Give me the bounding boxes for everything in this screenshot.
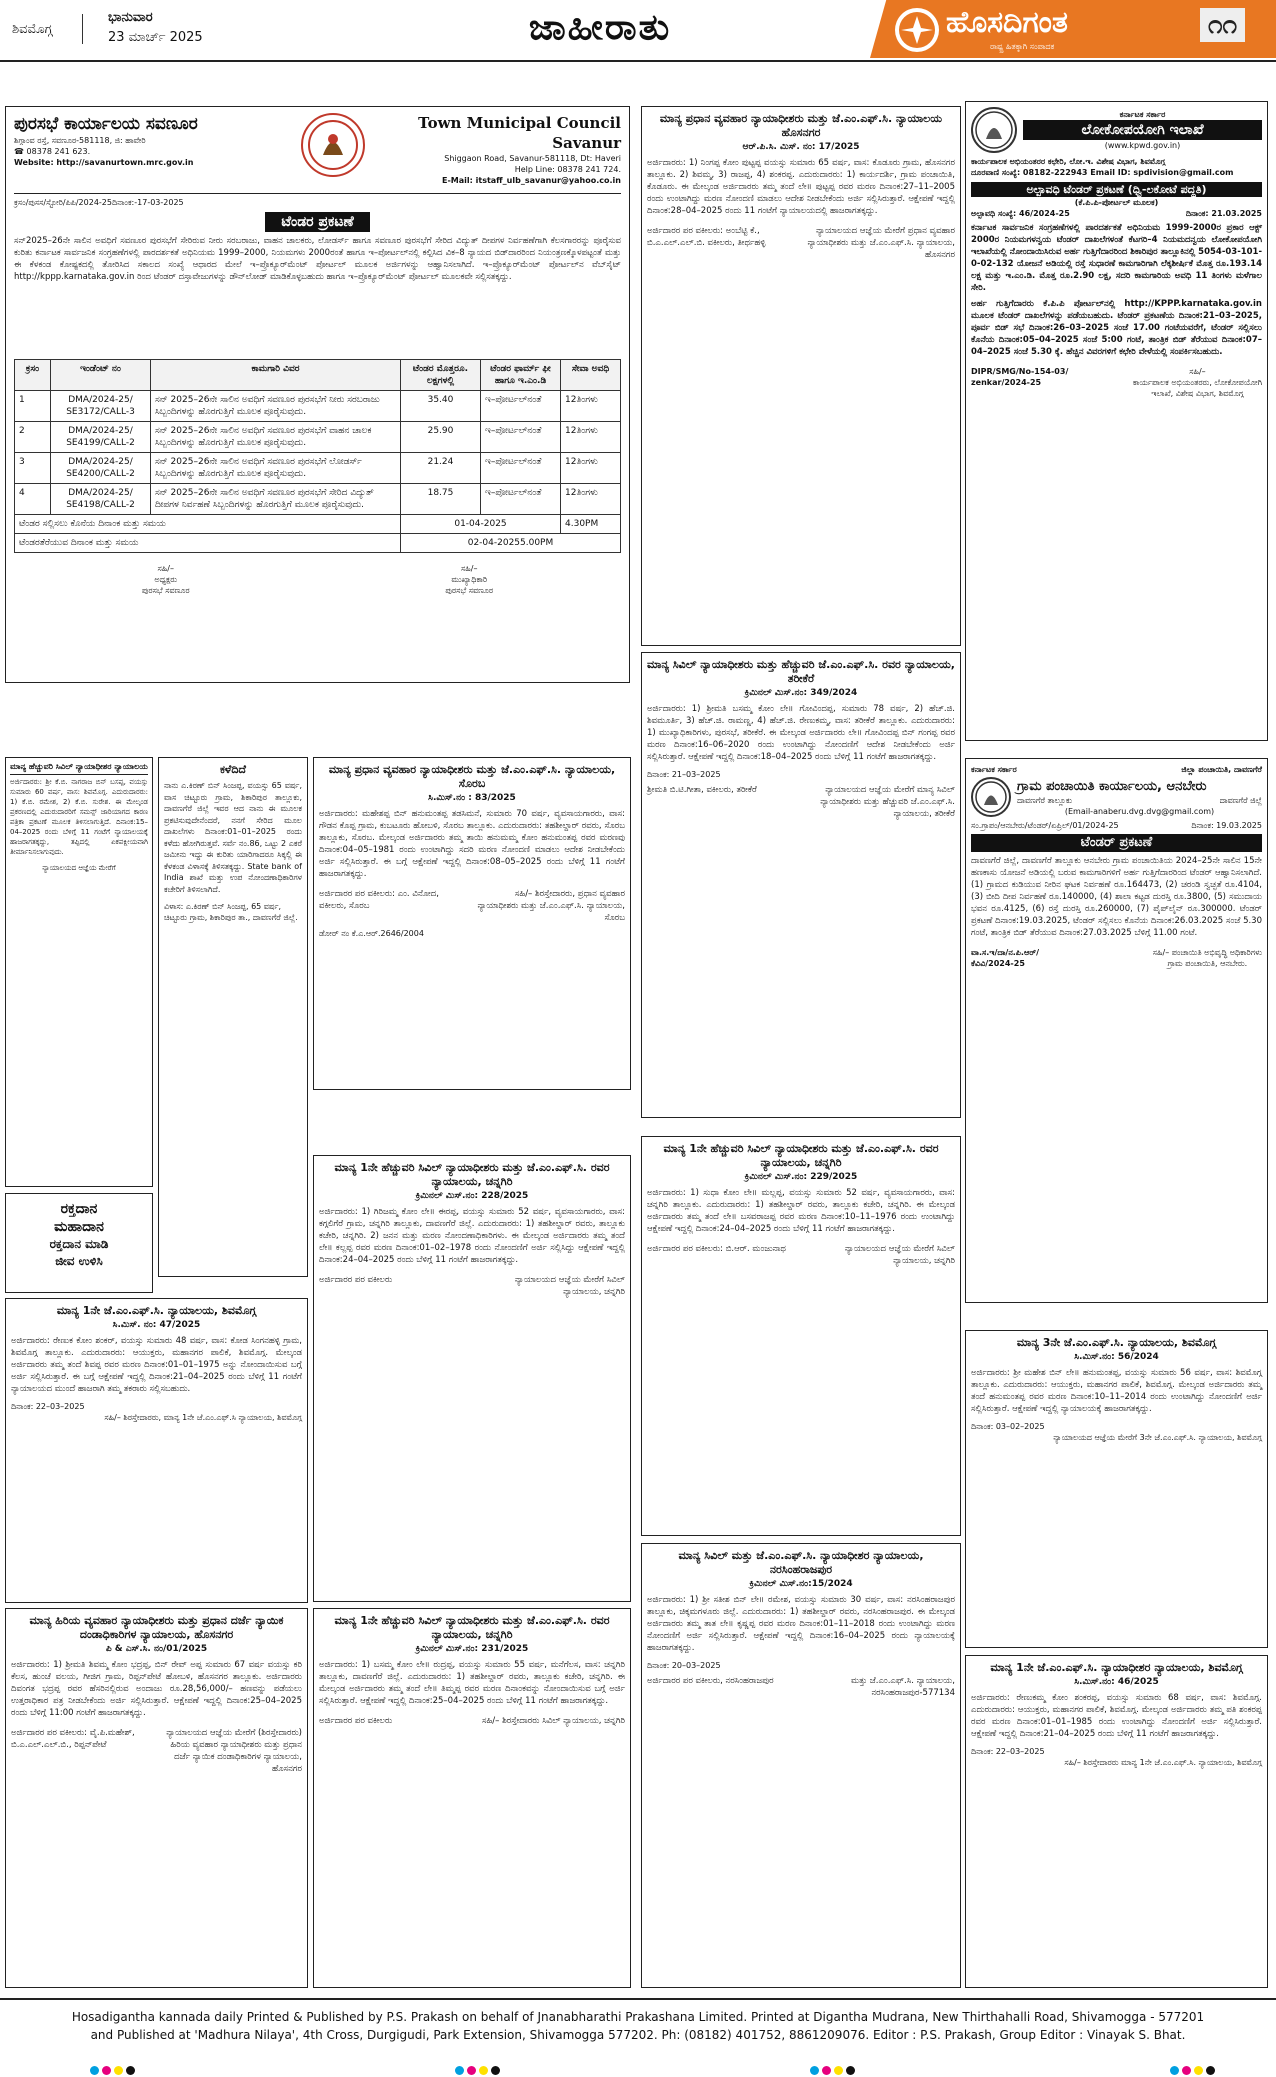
table-row <box>15 484 621 515</box>
blood-line-4: ಜೀವ ಉಳಿಸಿ <box>55 1254 103 1268</box>
court-notice-hosanagara <box>641 106 961 646</box>
small-court-notice <box>5 757 153 1187</box>
notice-title: ಮಾನ್ಯ ಸಿವಿಲ್ ನ್ಯಾಯಾಧೀಶರು ಮತ್ತು ಹೆಚ್ಚುವರಿ ಜೆ.ಎಂ.ಎಫ್.ಸಿ. ರವರ ನ್ಯಾಯಾಲಯ, ತರೀಕೆರೆ <box>647 658 955 685</box>
notice-body: ಅರ್ಜಿದಾರರು: 1) ಶ್ರೀಮತಿ ಬಸಮ್ಮ ಕೋಂ ಲೇ॥ ಗೋವಿಂದಪ್ಪ, ಸುಮಾರು 78 ವರ್ಷ, 2) ಹೆಚ್.ಜಿ. ಶಿವಮೂರ್ತಿ, 3) ಹೆಚ್.ಜಿ. ರಾಮಣ್ಣ, 4) ಹೆಚ್.ಜಿ. ರೇಣುಕಮ್ಮ, ವಾಸ: ತರೀಕೆರೆ ತಾಲ್ಲೂಕು. ಎದುರುದಾರರು: 1) ಮುಖ್ಯಾಧಿಕಾರಿಗಳು, ಪುರಸಭೆ, ತರೀಕೆರೆ. ಈ ಮೇಲ್ಕಂಡ ಅರ್ಜಿದಾರರು ಲೇ॥ ಗೋವಿಂದಪ್ಪ ಬಿನ್ ಗಂಗಪ್ಪ ರವರ ಮರಣ ದಿನಾಂಕ:16–06–2020 ರಂದು ಉಂಟಾಗಿದ್ದು ನೋಂದಣಿಗೆ ಆದೇಶ ನೀಡಬೇಕೆಂದು ಅರ್ಜಿ ಸಲ್ಲಿಸಿರುತ್ತಾರೆ. ಆಕ್ಷೇಪಣೆ ಇದ್ದಲ್ಲಿ ದಿನಾಂಕ:18–04–2025 ರಂದು ಬೆಳಿಗ್ಗೆ 11 ಗಂಟೆಗೆ ಹಾಜರಾಗತಕ್ಕದ್ದು. <box>647 704 955 762</box>
registration-marks-center <box>455 2060 503 2077</box>
notice-title: ಮಾನ್ಯ 1ನೇ ಜೆ.ಎಂ.ಎಫ್.ಸಿ. ನ್ಯಾಯಾಧೀಶರ ನ್ಯಾಯಾಲಯ, ಶಿವಮೊಗ್ಗ <box>990 1661 1243 1674</box>
paper-tagline: ರಾಷ್ಟ್ರ ಹಿತಕ್ಕಾಗಿ ಸಂಪಾದಕ <box>990 42 1055 51</box>
col-header: ಇಂಡೆಂಟ್ ನಂ <box>51 360 151 391</box>
table-row <box>15 453 621 484</box>
notice-date: ದಿನಾಂಕ: 20–03–2025 <box>647 1661 721 1670</box>
col-header: ಕಾಮಗಾರಿ ವಿವರ <box>151 360 401 391</box>
row-fee: ಇ–ಪೋರ್ಟಲ್‌ನಂತೆ <box>481 391 561 422</box>
col-header: ಕ್ರಸಂ <box>15 360 51 391</box>
registration-marks-far-right <box>1170 2060 1218 2077</box>
notice-title: ಮಾನ್ಯ ಹೆಚ್ಚುವರಿ ಸಿವಿಲ್ ನ್ಯಾಯಾಧೀಶರ ನ್ಯಾಯಾಲಯ <box>10 762 148 771</box>
court-sign: ನ್ಯಾಯಾಲಯದ ಆಜ್ಞೆಯ ಮೇರೆಗೆ (ಶಿರಸ್ತೇದಾರರು) ಹಿರಿಯ ವ್ಯವಹಾರ ನ್ಯಾಯಾಧೀಶರು ಮತ್ತು ಪ್ರಧಾನ ದರ್ಜೆ ನ್ಯಾಯಿಕ ದಂಡಾಧಿಕಾರಿಗಳ ನ್ಯಾಯಾಲಯ, ಹೊಸನಗರ <box>166 1728 302 1774</box>
section-title: ಜಾಹೀರಾತು <box>528 7 672 48</box>
registration-marks-right <box>810 2060 858 2077</box>
paper-name: ಹೊಸದಿಗಂತ <box>946 5 1068 40</box>
office-name: ಗ್ರಾಮ ಪಂಚಾಯಿತಿ ಕಾರ್ಯಾಲಯ, ಆನಬೇರು <box>1017 778 1207 794</box>
notice-ref: ಕ್ರಸಂ/ಪುಸಸ/ಸ್ಟೋರಿ/ಪಿಪಿ/2024-25ದಿನಾಂಕ:-17-03-2025 <box>14 198 184 207</box>
court-sign: ನ್ಯಾಯಾಲಯದ ಆಜ್ಞೆಯ ಮೇರೆಗೆ ಪ್ರಧಾನ ವ್ಯವಹಾರ ನ್ಯಾಯಾಧೀಶರು ಮತ್ತು ಜೆ.ಎಂ.ಎಫ್.ಸಿ. ನ್ಯಾಯಾಲಯ, ಹೊಸನಗರ <box>807 226 955 260</box>
row-no: 4 <box>15 484 51 515</box>
court-notice-shivamogga-r1 <box>965 1330 1268 1648</box>
case-number: ಕ್ರಿಮಿನಲ್ ಮಿಸ್.ನಂ: 231/2025 <box>415 1644 529 1654</box>
case-number: ಸಿ.ಮಿಸ್.ನಂ : 83/2025 <box>428 793 516 803</box>
notice-ref: ಅಲ್ಪಾವಧಿ ಸಂಖ್ಯೆ: 46/2024-25 <box>971 209 1070 218</box>
case-number: ಸಿ.ಮಿಸ್. ನಂ: 47/2025 <box>112 1320 201 1330</box>
notice-title: ಮಾನ್ಯ 1ನೇ ಹೆಚ್ಚುವರಿ ಸಿವಿಲ್ ನ್ಯಾಯಾಧೀಶರು ಮತ್ತು ಜೆ.ಎಂ.ಎಫ್.ಸಿ. ರವರ ನ್ಯಾಯಾಲಯ, ಚನ್ನಗಿರಿ <box>334 1161 610 1188</box>
govt-emblem-icon <box>971 107 1017 153</box>
notice-body: ದಾವಣಗೆರೆ ಜಿಲ್ಲೆ, ದಾವಣಗೆರೆ ತಾಲ್ಲೂಕು ಆನಬೇರು ಗ್ರಾಮ ಪಂಚಾಯಿತಿಯ 2024–25ನೇ ಸಾಲಿನ 15ನೇ ಹಣಕಾಸು ಯೋಜನೆ ಅಡಿಯಲ್ಲಿ ಬರುವ ಕಾಮಗಾರಿಗಳಿಗೆ ಅರ್ಹ ಗುತ್ತಿಗೆದಾರರಿಂದ ಟೆಂಡರ್ ಆಹ್ವಾನಿಸಲಾಗಿದೆ. (1) ಗ್ರಾಮದ ಕುಡಿಯುವ ನೀರಿನ ಘಟಕ ನಿರ್ವಹಣೆ ರೂ.164473, (2) ಚರಂಡಿ ಸ್ವಚ್ಛತೆ ರೂ.4104, (3) ಬೀದಿ ದೀಪ ನಿರ್ವಹಣೆ ರೂ.140000, (4) ಶಾಲಾ ಕಟ್ಟಡ ದುರಸ್ತಿ ರೂ.3800, (5) ಸಮುದಾಯ ಭವನ ರೂ.4125, (6) ರಸ್ತೆ ದುರಸ್ತಿ ರೂ.260000, (7) ಪೈಪ್‌ಲೈನ್ ರೂ.300000. ಟೆಂಡರ್ ಪ್ರಕಟಣೆ ದಿನಾಂಕ:19.03.2025, ಟೆಂಡರ್ ಸಲ್ಲಿಸಲು ಕೊನೆಯ ದಿನಾಂಕ:26.03.2025 ಸಂಜೆ 5.30 ಗಂಟೆ, ತಾಂತ್ರಿಕ ಬಿಡ್ ತೆರೆಯುವ ದಿನಾಂಕ:27.03.2025 ಬೆಳಿಗ್ಗೆ 11.00 ಗಂಟೆ. <box>971 856 1262 938</box>
office-email[interactable]: E-Mail: itstaff_ulb_savanur@yahoo.co.in <box>442 176 621 185</box>
court-notice-channagiri-1 <box>313 1155 631 1602</box>
district-name: ದಾವಣಗೆರೆ ಜಿಲ್ಲೆ <box>1219 795 1262 805</box>
notice-sign: ಸಹಿ/– ಶಿರಸ್ತೇದಾರರು ಮಾನ್ಯ 1ನೇ ಜೆ.ಎಂ.ಎಫ್.ಸಿ. ನ್ಯಾಯಾಲಯ, ಶಿವಮೊಗ್ಗ <box>1064 1758 1262 1767</box>
case-number: ಕ್ರಿಮಿನಲ್ ಮಿಸ್.ನಂ:15/2024 <box>749 1579 853 1589</box>
row-period: 12ತಿಂಗಳು <box>561 422 621 453</box>
dept-name: ಲೋಕೋಪಯೋಗಿ ಇಲಾಖೆ <box>1023 120 1262 140</box>
office-email[interactable]: (Email-anaberu.dvg.dvg@gmail.com) <box>1064 806 1215 816</box>
notice-body: ಅರ್ಜಿದಾರರು: ರೇಣುಕಮ್ಮ ಕೋಂ ಶಂಕರಪ್ಪ, ವಯಸ್ಸು ಸುಮಾರು 68 ವರ್ಷ, ವಾಸ: ಶಿವಮೊಗ್ಗ. ಎದುರುದಾರರು: ಆಯುಕ್ತರು, ಮಹಾನಗರ ಪಾಲಿಕೆ, ಶಿವಮೊಗ್ಗ. ಮೇಲ್ಕಂಡ ಅರ್ಜಿದಾರರು ತಮ್ಮ ಪತಿ ಶಂಕರಪ್ಪ ರವರ ಮರಣ ದಿನಾಂಕ:01–01–1985 ರಂದು ಉಂಟಾಗಿದ್ದು ನೋಂದಣಿಗೆ ಅರ್ಜಿ ಸಲ್ಲಿಸಿರುತ್ತಾರೆ. ಆಕ್ಷೇಪಣೆ ಇದ್ದಲ್ಲಿ ದಿನಾಂಕ:21–04–2025 ರಂದು ಬೆಳಿಗ್ಗೆ 11 ಗಂಟೆಗೆ ಹಾಜರಾಗತಕ್ಕದ್ದು. <box>971 1693 1262 1739</box>
row-indent: DMA/2024-25/ SE4199/CALL-2 <box>51 422 151 453</box>
court-notice-soraba <box>313 757 631 1090</box>
dipr-ref: ವಾ.ಸ.ಇ/ದಾ/ನ.ಪಿ.ಆರ್/ ಕೆವಿವಿ/2024-25 <box>971 948 1040 968</box>
notice-date: ದಿನಾಂಕ: 22–03–2025 <box>11 1402 85 1411</box>
advocate-sign: ಅರ್ಜಿದಾರರ ಪರ ವಕೀಲರು: ಎಂ. ವಿನೋದ, ವಕೀಲರು, ಸೊರಬ <box>319 889 439 911</box>
notice-body: ಅರ್ಜಿದಾರರು: 1) ಸುಧಾ ಕೋಂ ಲೇ॥ ಮಲ್ಲಪ್ಪ, ವಯಸ್ಸು ಸುಮಾರು 52 ವರ್ಷ, ವ್ಯವಸಾಯಗಾರರು, ವಾಸ: ಚನ್ನಗಿರಿ ತಾಲ್ಲೂಕು. ಎದುರುದಾರರು: 1) ತಹಶೀಲ್ದಾರ್ ರವರು, ತಾಲ್ಲೂಕು ಕಚೇರಿ, ಚನ್ನಗಿರಿ. ಈ ಮೇಲ್ಕಂಡ ಅರ್ಜಿದಾರರು ತಮ್ಮ ತಂದೆ ಲೇ॥ ಬಸವರಾಜಪ್ಪ ರವರ ಮರಣ ದಿನಾಂಕ:10–11–1976 ರಂದು ಉಂಟಾಗಿದ್ದು ಆಕ್ಷೇಪಣೆ ಇದ್ದಲ್ಲಿ ದಿನಾಂಕ:24–04–2025 ರಂದು ಬೆಳಿಗ್ಗೆ 11 ಗಂಟೆಗೆ ಹಾಜರಾಗತಕ್ಕದ್ದು. <box>647 1188 955 1234</box>
office-contact: ದೂರವಾಣಿ ಸಂಖ್ಯೆ: 08182-222943 Email ID: spdivision@gmail.com <box>971 168 1234 177</box>
page-footer <box>0 1998 1276 2077</box>
office-title-en: Town Municipal Council Savanur <box>418 114 621 152</box>
court-notice-shivamogga-r2 <box>965 1655 1268 1988</box>
advocate-sign: ಅರ್ಜಿದಾರರ ಪರ ವಕೀಲರು: ವೈ.ಪಿ.ಮಹೇಶ್, ಬಿ.ಎ.ಎಲ್.ಎಲ್.ಬಿ., ರಿಪ್ಪನ್‌ಪೇಟೆ <box>11 1728 135 1750</box>
govt-emblem-icon <box>971 777 1011 817</box>
lost-notice <box>158 757 308 1277</box>
row-work: ಸನ್ 2025–26ನೇ ಸಾಲಿನ ಅವಧಿಗೆ ಸವಣೂರ ಪುರಸಭೆಗೆ ಲೋಡರ್ಸ್ ಸಿಬ್ಬಂದಿಗಳನ್ನು ಹೊರಗುತ್ತಿಗೆ ಮೂಲಕ ಪೂರೈಸುವುದು. <box>151 453 401 484</box>
open-date: 02-04-20255.00PM <box>401 534 621 553</box>
dept-url[interactable]: (www.kpwd.gov.in) <box>1104 141 1181 150</box>
signature-president: ಸಹಿ/– ಅಧ್ಯಕ್ಷರು ಪುರಸಭೆ ಸವಣೂರ <box>141 564 190 595</box>
notice-sign: ನ್ಯಾಯಾಲಯದ ಆಜ್ಞೆಯ ಮೇರೆಗೆ <box>42 864 116 872</box>
notice-title: ಮಾನ್ಯ ಹಿರಿಯ ವ್ಯವಹಾರ ನ್ಯಾಯಾಧೀಶರು ಮತ್ತು ಪ್ರಧಾನ ದರ್ಜೆ ನ್ಯಾಯಿಕ ದಂಡಾಧಿಕಾರಿಗಳ ನ್ಯಾಯಾಲಯ, ಹೊಸನಗರ <box>29 1614 284 1641</box>
court-sign: ಸಹಿ/– ಶಿರಸ್ತೇದಾರರು ಸಿವಿಲ್ ನ್ಯಾಯಾಲಯ, ಚನ್ನಗಿರಿ <box>481 1716 625 1726</box>
notice-title: ಟೆಂಡರ್ ಪ್ರಕಟಣೆ <box>971 834 1262 852</box>
advocate-sign: ಅರ್ಜಿದಾರರ ಪರ ವಕೀಲರು <box>319 1716 393 1726</box>
blood-line-3: ರಕ್ತದಾನ ಮಾಡಿ <box>49 1237 109 1251</box>
notice-body: ಅರ್ಜಿದಾರರು: ರೇಣುಕ ಕೋಂ ಶಂಕರ್, ವಯಸ್ಸು ಸುಮಾರು 48 ವರ್ಷ, ವಾಸ: ಕೋಡ ಸಿಂಗನಹಳ್ಳಿ ಗ್ರಾಮ, ಶಿವಮೊಗ್ಗ ತಾಲ್ಲೂಕು. ಎದುರುದಾರರು: ಆಯುಕ್ತರು, ಮಹಾನಗರ ಪಾಲಿಕೆ, ಶಿವಮೊಗ್ಗ. ಮೇಲ್ಕಂಡ ಅರ್ಜಿದಾರರು ತಮ್ಮ ತಂದೆ ಶಿವಪ್ಪ ರವರ ಮರಣ ದಿನಾಂಕ:01–01–1975 ಅನ್ನು ನೋಂದಾಯಿಸುವ ಬಗ್ಗೆ ಅರ್ಜಿ ಸಲ್ಲಿಸಿರುತ್ತಾರೆ. ಈ ಬಗ್ಗೆ ಆಕ್ಷೇಪಣೆ ಇದ್ದಲ್ಲಿ ದಿನಾಂಕ:21–04–2025 ರಂದು ಬೆಳಿಗ್ಗೆ 11 ಗಂಟೆಗೆ ನ್ಯಾಯಾಲಯದ ಮುಂದೆ ಹಾಜರಾಗಿ ತಮ್ಮ ತಕರಾರು ಸಲ್ಲಿಸಬಹುದು. <box>11 1336 302 1394</box>
row-fee: ಇ–ಪೋರ್ಟಲ್‌ನಂತೆ <box>481 453 561 484</box>
imprint-line-1: Hosadigantha kannada daily Printed & Published by P.S. Prakash on behalf of Jnanabharathi Prakashana Limited. Printed at Digantha Mudrana, New Thirthahalli Road, Shivamogga - 577201 <box>71 2010 1205 2024</box>
office-name: ಕಾರ್ಯಪಾಲಕ ಅಭಿಯಂತರರ ಕಛೇರಿ, ಲೋ.ಇ. ವಿಶೇಷ ವಿಭಾಗ, ಶಿವಮೊಗ್ಗ <box>971 157 1166 166</box>
case-number: ಕ್ರಿಮಿನಲ್ ಮಿಸ್.ನಂ: 349/2024 <box>744 688 858 698</box>
table-row <box>15 391 621 422</box>
table-row <box>15 422 621 453</box>
case-number: ಆರ್.ಪಿ.ಸಿ. ಮಿಸ್. ನಂ: 17/2025 <box>742 142 860 152</box>
court-notice-shivamogga-1 <box>5 1298 308 1603</box>
notice-body: ಅರ್ಜಿದಾರರು: 1) ಶ್ರೀ ಸತೀಶ ಬಿನ್ ಲೇ॥ ರಮೇಶ, ವಯಸ್ಸು ಸುಮಾರು 30 ವರ್ಷ, ವಾಸ: ನರಸಿಂಹರಾಜಪುರ ತಾಲ್ಲೂಕು, ಚಿಕ್ಕಮಗಳೂರು ಜಿಲ್ಲೆ. ಎದುರುದಾರರು: 1) ತಹಶೀಲ್ದಾರ್ ರವರು, ನರಸಿಂಹರಾಜಪುರ. ಈ ಮೇಲ್ಕಂಡ ಅರ್ಜಿದಾರರು ತಮ್ಮ ತಾತ ಲೇ॥ ಕೃಷ್ಣಪ್ಪ ರವರ ಮರಣ ದಿನಾಂಕ:01–11–2018 ರಂದು ಉಂಟಾಗಿದ್ದು ಮರಣ ನೋಂದಣಿಗೆ ಅರ್ಜಿ ಸಲ್ಲಿಸಿರುತ್ತಾರೆ. ಆಕ್ಷೇಪಣೆ ಇದ್ದಲ್ಲಿ ದಿನಾಂಕ:16–04–2025 ರಂದು ನ್ಯಾಯಾಲಯಕ್ಕೆ ಹಾಜರಾಗತಕ್ಕದ್ದು. <box>647 1595 955 1653</box>
row-work: ಸನ್ 2025–26ನೇ ಸಾಲಿನ ಅವಧಿಗೆ ಸವಣೂರ ಪುರಸಭೆಗೆ ಸೇರಿದ ವಿದ್ಯುತ್ ದೀಪಗಳ ನಿರ್ವಹಣೆ ಸಿಬ್ಬಂದಿಗಳನ್ನು ಹೊರಗುತ್ತಿಗೆ ಮೂಲಕ ಪೂರೈಸುವುದು. <box>151 484 401 515</box>
notice-body: ಅರ್ಜಿದಾರರು: 1) ಗಿರಿಜಮ್ಮ ಕೋಂ ಲೇ॥ ಈರಪ್ಪ, ವಯಸ್ಸು ಸುಮಾರು 52 ವರ್ಷ, ವ್ಯವಸಾಯಗಾರರು, ವಾಸ: ಕಗ್ಗಲಿಗೆರೆ ಗ್ರಾಮ, ಚನ್ನಗಿರಿ ತಾಲ್ಲೂಕು, ದಾವಣಗೆರೆ ಜಿಲ್ಲೆ. ಎದುರುದಾರರು: 1) ತಹಶೀಲ್ದಾರ್ ರವರು, ತಾಲ್ಲೂಕು ಕಚೇರಿ, ಚನ್ನಗಿರಿ. 2) ಜನನ ಮತ್ತು ಮರಣ ನೋಂದಣಾಧಿಕಾರಿಗಳು. ಈ ಮೇಲ್ಕಂಡ ಅರ್ಜಿದಾರರು ತಮ್ಮ ತಂದೆ ಲೇ॥ ಕಲ್ಲಪ್ಪ ರವರ ಮರಣ ದಿನಾಂಕ:01–02–1978 ರಂದು ನೋಂದಣಿಗೆ ಅರ್ಜಿ ಸಲ್ಲಿಸಿದ್ದು ಆಕ್ಷೇಪಣೆ ಇದ್ದಲ್ಲಿ ದಿನಾಂಕ:24–04–2025 ರಂದು ಬೆಳಿಗ್ಗೆ 11 ಗಂಟೆಗೆ ಹಾಜರಾಗತಕ್ಕದ್ದು. <box>319 1207 625 1265</box>
edition: ಶಿವಮೊಗ್ಗ <box>12 22 53 37</box>
row-amount: 35.40 <box>401 391 481 422</box>
notice-date: ದಿನಾಂಕ: 19.03.2025 <box>1191 821 1262 830</box>
notice-body: ಅರ್ಜಿದಾರರು: 1) ಶ್ರೀಮತಿ ಶಿವಮ್ಮ ಕೋಂ ಭದ್ರಪ್ಪ, ಬಿನ್ ರೇವ್ ಅಪ್ಪ ಸುಮಾರು 67 ವರ್ಷ ವಯಸ್ಸು ಕರಿ ಕೆಲಸ, ಹುಂಚೆ ವಲಯ, ಗೀಜಿಗ ಗ್ರಾಮ, ರಿಪ್ಪನ್‌ಪೇಟೆ ಹೋಬಳಿ, ಹೊಸನಗರ ತಾಲ್ಲೂಕು. ಅರ್ಜಿದಾರರು ದಿವಂಗತ ಭದ್ರಪ್ಪ ರವರ ಹೆಸರಿನಲ್ಲಿರುವ ಅಂದಾಜು ರೂ.28,56,000/– ಹಣವನ್ನು ಪಡೆಯಲು ಉತ್ತರಾಧಿಕಾರ ಪತ್ರ ನೀಡಬೇಕೆಂದು ಅರ್ಜಿ ಸಲ್ಲಿಸಿರುತ್ತಾರೆ. ಆಕ್ಷೇಪಣೆ ಇದ್ದಲ್ಲಿ ದಿನಾಂಕ:25–04–2025 ರಂದು ಬೆಳಿಗ್ಗೆ 11:00 ಗಂಟೆಗೆ ಹಾಜರಾಗತಕ್ಕದ್ದು. <box>11 1660 302 1718</box>
notice-body: ಅರ್ಜಿದಾರರು: ಮಹೇಶಪ್ಪ ಬಿನ್ ಹನುಮಂತಪ್ಪ ತಡಸಿಮನೆ, ಸುಮಾರು 70 ವರ್ಷ, ವ್ಯವಸಾಯಗಾರರು, ವಾಸ: ಗೌಡನ ಕೊಪ್ಪ ಗ್ರಾಮ, ಕುಬಟೂರು ಹೋಬಳಿ, ಸೊರಬ ತಾಲ್ಲೂಕು. ಎದುರುದಾರರು: ತಹಶೀಲ್ದಾರ್ ರವರು, ಸೊರಬ ತಾಲ್ಲೂಕು, ಸೊರಬ. ಮೇಲ್ಕಂಡ ಅರ್ಜಿದಾರರು ತಮ್ಮ ತಾಯಿ ಹನುಮಮ್ಮ ಕೋಂ ಹನುಮಂತಪ್ಪ ರವರ ಮರಣವು ದಿನಾಂಕ:04–05–1981 ರಂದು ಉಂಟಾಗಿದ್ದು ಸದರಿ ಮರಣ ನೋಂದಣಿ ಮಾಡಲು ಆದೇಶ ನೀಡಬೇಕೆಂದು ಅರ್ಜಿ ಸಲ್ಲಿಸಿರುತ್ತಾರೆ. ಈ ಬಗ್ಗೆ ಆಕ್ಷೇಪಣೆ ಇದ್ದಲ್ಲಿ ದಿನಾಂಕ:08–05–2025 ರಂದು ಬೆಳಿಗ್ಗೆ 11 ಗಂಟೆಗೆ ಹಾಜರಾಗತಕ್ಕದ್ದು. <box>319 809 625 879</box>
notice-title: ಅಲ್ಪಾವಧಿ ಟೆಂಡರ್ ಪ್ರಕಟಣೆ (ಧ್ವಿ-ಲಕೋಟೆ ಪದ್ಧತಿ) <box>971 182 1262 197</box>
notice-title: ಮಾನ್ಯ ಪ್ರಧಾನ ವ್ಯವಹಾರ ನ್ಯಾಯಾಧೀಶರು ಮತ್ತು ಜೆ.ಎಂ.ಎಫ್.ಸಿ. ನ್ಯಾಯಾಲಯ ಹೊಸನಗರ <box>659 112 943 139</box>
district-panchayat: ಜಿಲ್ಲಾ ಪಂಚಾಯಿತಿ, ದಾವಣಗೆರೆ <box>1181 765 1262 774</box>
advocate-sign: ಅರ್ಜಿದಾರರ ಪರ ವಕೀಲರು <box>319 1275 393 1285</box>
page-header <box>0 0 1276 62</box>
court-sign: ನ್ಯಾಯಾಲಯದ ಆಜ್ಞೆಯ ಮೇರೆಗೆ ಸಿವಿಲ್ ನ್ಯಾಯಾಲಯ, ಚನ್ನಗಿರಿ <box>844 1244 955 1266</box>
header-divider <box>82 14 83 44</box>
case-number: ಕ್ರಿಮಿನಲ್ ಮಿಸ್.ನಂ: 228/2025 <box>415 1191 529 1201</box>
notice-title: ಮಾನ್ಯ 1ನೇ ಹೆಚ್ಚುವರಿ ಸಿವಿಲ್ ನ್ಯಾಯಾಧೀಶರು ಮತ್ತು ಜೆ.ಎಂ.ಎಫ್.ಸಿ. ರವರ ನ್ಯಾಯಾಲಯ, ಚನ್ನಗಿರಿ <box>663 1142 939 1169</box>
table-row <box>15 534 621 553</box>
row-period: 12ತಿಂಗಳು <box>561 391 621 422</box>
last-date-label: ಟೆಂಡರ ಸಲ್ಲಿಸಲು ಕೊನೆಯ ದಿನಾಂಕ ಮತ್ತು ಸಮಯ <box>15 515 401 534</box>
row-no: 3 <box>15 453 51 484</box>
notice-body: ಕರ್ನಾಟಕ ಸಾರ್ವಜನಿಕ ಸಂಗ್ರಹಣೆಗಳಲ್ಲಿ ಪಾರದರ್ಶಕತೆ ಅಧಿನಿಯಮ 1999-2000ರ ಪ್ರಕಾರ ಆಕ್ಟ್ 2000ರ ನಿಯಮಗಳನ್ವಯ ಟೆಂಡರ್ ದಾಖಲೆಗಳಂತೆ ಕೆಟಗರಿ–4 ನಿಯಮದನ್ವಯ ಲೋಕೋಪಯೋಗಿ ಇಲಾಖೆಯಲ್ಲಿ ನೋಂದಾಯಿಸಿರುವ ಅರ್ಹ ಗುತ್ತಿಗೆದಾರರಿಂದ ಶಿಕಾರಿಪುರ ತಾಲ್ಲೂಕಿನಲ್ಲಿ 5054-03-101-0-02-132 ಯೋಜನೆ ಅಡಿಯಲ್ಲಿ ರಸ್ತೆ ಸುಧಾರಣೆ ಕಾಮಗಾರಿಗಾಗಿ ಲೆಕ್ಕಶೀರ್ಷಿಕೆ ಮೊತ್ತ ರೂ.193.14 ಲಕ್ಷ ಮತ್ತು ಇ.ಎಂ.ಡಿ. ಮೊತ್ತ ರೂ.2.90 ಲಕ್ಷ, ಸದರಿ ಕಾಮಗಾರಿಯ ಅವಧಿ 11 ತಿಂಗಳು ಮಳೆಗಾಲ ಸೇರಿ. <box>971 223 1262 293</box>
row-no: 1 <box>15 391 51 422</box>
notice-body-2: ಅರ್ಹ ಗುತ್ತಿಗೆದಾರರು ಕೆ.ಪಿ.ಪಿ ಪೋರ್ಟಲ್‌ನಲ್ಲಿ http://KPPP.karnataka.gov.in ಮೂಲಕ ಟೆಂಡರ್ ದಾಖಲೆಗಳನ್ನು ಪಡೆಯಬಹುದು. ಟೆಂಡರ್ ಪ್ರಕಟಣೆಯ ದಿನಾಂಕ:21–03–2025, ಪೂರ್ವ ಬಿಡ್ ಸಭೆ ದಿನಾಂಕ:26–03–2025 ಸಂಜೆ 17.00 ಗಂಟೆಯವರೆಗೆ, ಟೆಂಡರ್ ಸಲ್ಲಿಸಲು ಕೊನೆಯ ದಿನಾಂಕ:05–04–2025 ಸಂಜೆ 5:00 ಗಂಟೆ, ತಾಂತ್ರಿಕ ಬಿಡ್ ತೆರೆಯುವ ದಿನಾಂಕ:07–04–2025 ಸಂಜೆ 5.30 ಕ್ಕೆ. ಹೆಚ್ಚಿನ ವಿವರಗಳಿಗೆ ಕಛೇರಿ ವೇಳೆಯಲ್ಲಿ ಸಂಪರ್ಕಿಸಬಹುದು. <box>971 299 1262 357</box>
row-work: ಸನ್ 2025–26ನೇ ಸಾಲಿನ ಅವಧಿಗೆ ಸವಣೂರ ಪುರಸಭೆಗೆ ನೀರು ಸರಬರಾಜು ಸಿಬ್ಬಂದಿಗಳನ್ನು ಹೊರಗುತ್ತಿಗೆ ಮೂಲಕ ಪೂರೈಸುವುದು. <box>151 391 401 422</box>
advocate-sign: ಶ್ರೀಮತಿ ಬಿ.ಟಿ.ಗೀತಾ, ವಕೀಲರು, ತರೀಕೆರೆ <box>647 785 757 795</box>
office-website[interactable]: Website: http://savanurtown.mrc.gov.in <box>14 158 194 167</box>
court-sign: ನ್ಯಾಯಾಲಯದ ಆಜ್ಞೆಯ ಮೇರೆಗೆ ಸಿವಿಲ್ ನ್ಯಾಯಾಲಯ, ಚನ್ನಗಿರಿ <box>514 1275 625 1297</box>
court-notice-narasimharajapura <box>641 1543 961 1988</box>
dipr-ref: DIPR/SMG/No-154-03/ zenkar/2024-25 <box>971 367 1069 387</box>
blood-donation-ad <box>5 1193 153 1293</box>
notice-title: ಮಾನ್ಯ 1ನೇ ಹೆಚ್ಚುವರಿ ಸಿವಿಲ್ ನ್ಯಾಯಾಧೀಶರು ಮತ್ತು ಜೆ.ಎಂ.ಎಫ್.ಸಿ. ರವರ ನ್ಯಾಯಾಲಯ, ಚನ್ನಗಿರಿ <box>334 1614 610 1641</box>
govt-name: ಕರ್ನಾಟಕ ಸರ್ಕಾರ <box>1119 110 1166 119</box>
notice-subtitle: (ಕೆ.ಪಿ.ಪಿ-ಪೋರ್ಟಲ್ ಮೂಲಕ) <box>1074 198 1159 207</box>
open-date-label: ಟೆಂಡರತೆರೆಯುವ ದಿನಾಂಕ ಮತ್ತು ಸಮಯ <box>15 534 401 553</box>
taluk-name: ದಾವಣಗೆರೆ ತಾಲ್ಲೂಕು <box>1017 795 1072 805</box>
lost-heading: ಕಳೆದಿದೆ <box>219 763 246 776</box>
notice-body: ಅರ್ಜಿದಾರರು: 1) ಬಸಮ್ಮ ಕೋಂ ಲೇ॥ ರುದ್ರಪ್ಪ, ವಯಸ್ಸು ಸುಮಾರು 55 ವರ್ಷ, ಮನೆಗೆಲಸ, ವಾಸ: ಚನ್ನಗಿರಿ ತಾಲ್ಲೂಕು, ದಾವಣಗೆರೆ ಜಿಲ್ಲೆ. ಎದುರುದಾರರು: 1) ತಹಶೀಲ್ದಾರ್ ರವರು, ತಾಲ್ಲೂಕು ಕಚೇರಿ, ಚನ್ನಗಿರಿ. ಈ ಮೇಲ್ಕಂಡ ಅರ್ಜಿದಾರರು ತಮ್ಮ ತಂದೆ ಲೇ॥ ತಿಮ್ಮಪ್ಪ ರವರ ಮರಣ ದಿನಾಂಕವನ್ನು ನೋಂದಾಯಿಸುವ ಬಗ್ಗೆ ಅರ್ಜಿ ಸಲ್ಲಿಸಿರುತ್ತಾರೆ. ಆಕ್ಷೇಪಣೆ ಇದ್ದಲ್ಲಿ ದಿನಾಂಕ:25–04–2025 ರಂದು ಬೆಳಿಗ್ಗೆ 11 ಗಂಟೆಗೆ ಹಾಜರಾಗತಕ್ಕದ್ದು. <box>319 1660 625 1706</box>
notice-date: ದಿನಾಂಕ: 03–02–2025 <box>971 1422 1045 1431</box>
row-period: 12ತಿಂಗಳು <box>561 453 621 484</box>
notice-body: ಅರ್ಜಿದಾರರು: 1) ನಿಂಗಪ್ಪ ಕೋಂ ಪುಟ್ಟಪ್ಪ ವಯಸ್ಸು ಸುಮಾರು 65 ವರ್ಷ, ವಾಸ: ಕೊಡೂರು ಗ್ರಾಮ, ಹೊಸನಗರ ತಾಲ್ಲೂಕು. 2) ಶಿವಮ್ಮ, 3) ರಾಜಪ್ಪ, 4) ಶಂಕರಪ್ಪ. ಎದುರುದಾರರು: 1) ಕಾರ್ಯದರ್ಶಿ, ಗ್ರಾಮ ಪಂಚಾಯಿತಿ, ಕೊಡೂರು. ಈ ಮೇಲ್ಕಂಡ ಅರ್ಜಿದಾರರು ತಮ್ಮ ತಂದೆ ಲೇ॥ ಪುಟ್ಟಪ್ಪ ರವರ ಮರಣ ದಿನಾಂಕ:27–11–2005 ರಂದು ಉಂಟಾಗಿದ್ದು ಮರಣ ನೋಂದಣಿ ಮಾಡಲು ಆದೇಶ ನೀಡಬೇಕೆಂದು ಅರ್ಜಿ ಸಲ್ಲಿಸಿರುತ್ತಾರೆ. ಆಕ್ಷೇಪಣೆ ಇದ್ದಲ್ಲಿ ದಿನಾಂಕ:28–04–2025 ರಂದು 11 ಗಂಟೆಗೆ ನ್ಯಾಯಾಲಯದಲ್ಲಿ ಹಾಜರಾಗತಕ್ಕದ್ದು. <box>647 158 955 216</box>
row-indent: DMA/2024-25/ SE4200/CALL-2 <box>51 453 151 484</box>
notice-title: ಮಾನ್ಯ ಪ್ರಧಾನ ವ್ಯವಹಾರ ನ್ಯಾಯಾಧೀಶರು ಮತ್ತು ಜೆ.ಎಂ.ಎಫ್.ಸಿ. ನ್ಯಾಯಾಲಯ, ಸೊರಬ <box>328 763 616 790</box>
court-sign: ಸಹಿ/– ಶಿರಸ್ತೇದಾರರು, ಪ್ರಧಾನ ವ್ಯವಹಾರ ನ್ಯಾಯಾಧೀಶರು ಮತ್ತು ಜೆ.ಎಂ.ಎಫ್.ಸಿ. ನ್ಯಾಯಾಲಯ, ಸೊರಬ <box>477 889 625 923</box>
last-date: 01-04-2025 <box>401 515 561 534</box>
row-amount: 21.24 <box>401 453 481 484</box>
tender-table <box>14 359 621 553</box>
karnataka-emblem-icon <box>301 113 365 177</box>
advocate-sign: ಅರ್ಜಿದಾರರ ಪರ ವಕೀಲರು: ಬಿ.ಆರ್. ಮಂಜುನಾಥ <box>647 1244 786 1254</box>
lost-body: ನಾನು ಎ.ಕಿರಣ್ ಬಿನ್ ಸಿಂಜಪ್ಪ, ವಯಸ್ಸು 65 ವರ್ಷ, ವಾಸ ಚಿಟ್ಟೂರು ಗ್ರಾಮ, ಶಿಕಾರಿಪುರ ತಾಲ್ಲೂಕು, ದಾವಣಗೆರೆ ಜಿಲ್ಲೆ ಇವರ ಆದ ನಾನು ಈ ಮೂಲಕ ಪ್ರಕಟಿಸುವುದೇನೆಂದರೆ, ನನಗೆ ಸೇರಿದ ಮೂಲ ದಾಖಲೆಗಳು ದಿನಾಂಕ:01–01–2025 ರಂದು ಕಳೆದು ಹೋಗಿರುತ್ತವೆ. ಸರ್ವೆ ನಂ.86, ಒಟ್ಟು 2 ಎಕರೆ ಜಮೀನು ಇದ್ದು ಈ ಕುರಿತು ಯಾರಿಗಾದರೂ ಸಿಕ್ಕಲ್ಲಿ ಈ ಕೆಳಕಂಡ ವಿಳಾಸಕ್ಕೆ ತಿಳಿಸತಕ್ಕದ್ದು. State bank of India ಶಾಖೆ ಮತ್ತು ಉಪ ನೋಂದಣಾಧಿಕಾರಿಗಳ ಕಚೇರಿಗೆ ತಿಳಿಸಲಾಗಿದೆ. <box>164 781 302 894</box>
court-notice-hosanagara-senior <box>5 1608 308 1988</box>
notice-sign: ನ್ಯಾಯಾಲಯದ ಆಜ್ಞೆಯ ಮೇರೆಗೆ 3ನೇ ಜೆ.ಎಂ.ಎಫ್.ಸಿ. ನ್ಯಾಯಾಲಯ, ಶಿವಮೊಗ್ಗ <box>1053 1433 1262 1442</box>
row-indent: DMA/2024-25/ SE4198/CALL-2 <box>51 484 151 515</box>
header-day: ಭಾನುವಾರ <box>108 10 153 25</box>
court-notice-channagiri-2 <box>313 1608 631 1988</box>
col-header: ಟೆಂಡರ ಮೊತ್ತರೂ. ಲಕ್ಷಗಳಲ್ಲಿ <box>401 360 481 391</box>
notice-sign: ಸಹಿ/– ಪಂಚಾಯಿತಿ ಅಭಿವೃದ್ಧಿ ಅಧಿಕಾರಿಗಳು ಗ್ರಾಮ ಪಂಚಾಯಿತಿ, ಆನಬೇರು. <box>1152 948 1262 968</box>
office-address-en: Shiggaon Road, Savanur-581118, Dt: Haveri <box>444 154 621 163</box>
door-ref: ಡೋರ್ ನಂ ಕೆ.ಎ.ಆರ್.2646/2004 <box>319 929 424 938</box>
court-sign: ನ್ಯಾಯಾಲಯದ ಆಜ್ಞೆಯ ಮೇರೆಗೆ ಮಾನ್ಯ ಸಿವಿಲ್ ನ್ಯಾಯಾಧೀಶರು ಮತ್ತು ಹೆಚ್ಚುವರಿ ಜೆ.ಎಂ.ಎಫ್.ಸಿ. ನ್ಯಾಯಾಲಯ, ತರೀಕೆರೆ <box>820 785 955 819</box>
case-number: ಸಿ.ಮಿಸ್.ನಂ: 46/2025 <box>1074 1677 1159 1687</box>
notice-date: ದಿನಾಂಕ: 21.03.2025 <box>1185 209 1262 218</box>
row-fee: ಇ–ಪೋರ್ಟಲ್‌ನಂತೆ <box>481 422 561 453</box>
row-period: 12ತಿಂಗಳು <box>561 484 621 515</box>
row-no: 2 <box>15 422 51 453</box>
table-row <box>15 515 621 534</box>
case-number: ಸಿ.ಮಿಸ್.ನಂ: 56/2024 <box>1074 1352 1159 1362</box>
office-title-kn: ಪುರಸಭೆ ಕಾರ್ಯಾಲಯ ಸವಣೂರ <box>14 114 198 134</box>
page-number: ೧೧ <box>1200 8 1245 42</box>
office-address-kn: ಶಿಗ್ಗಾಂವ ರಸ್ತೆ, ಸವಣೂರ-581118, ಜಿ: ಹಾವೇರಿ <box>14 136 146 145</box>
court-notice-tarikere <box>641 652 961 1118</box>
row-amount: 18.75 <box>401 484 481 515</box>
registration-marks-left <box>90 2060 138 2077</box>
col-header: ಸೇವಾ ಅವಧಿ <box>561 360 621 391</box>
notice-date: ದಿನಾಂಕ: 22–03–2025 <box>971 1747 1045 1756</box>
govt-name: ಕರ್ನಾಟಕ ಸರ್ಕಾರ <box>971 765 1017 774</box>
col-header: ಟೆಂಡರ ಫಾರ್ಮ್ ಫೀ ಹಾಗೂ ಇ.ಎಂ.ಡಿ <box>481 360 561 391</box>
row-work: ಸನ್ 2025–26ನೇ ಸಾಲಿನ ಅವಧಿಗೆ ಸವಣೂರ ಪುರಸಭೆಗೆ ವಾಹನ ಚಾಲಕ ಸಿಬ್ಬಂದಿಗಳನ್ನು ಹೊರಗುತ್ತಿಗೆ ಮೂಲಕ ಪೂರೈಸುವುದು. <box>151 422 401 453</box>
savanur-tender-notice <box>5 106 630 683</box>
header-date: 23 ಮಾರ್ಚ್ 2025 <box>108 30 203 45</box>
notice-body: ಅರ್ಜಿದಾರರು: ಶ್ರೀ ಮಹೇಶ ಬಿನ್ ಲೇ॥ ಹನುಮಂತಪ್ಪ, ವಯಸ್ಸು ಸುಮಾರು 56 ವರ್ಷ, ವಾಸ: ಶಿವಮೊಗ್ಗ ತಾಲ್ಲೂಕು. ಎದುರುದಾರರು: ಆಯುಕ್ತರು, ಮಹಾನಗರ ಪಾಲಿಕೆ, ಶಿವಮೊಗ್ಗ. ಮೇಲ್ಕಂಡ ಅರ್ಜಿದಾರರು ತಮ್ಮ ತಂದೆ ಹನುಮಂತಪ್ಪ ರವರ ಮರಣ ದಿನಾಂಕ:10–11–2014 ರಂದು ಉಂಟಾಗಿದ್ದು ನೋಂದಣಿಗೆ ಅರ್ಜಿ ಸಲ್ಲಿಸಿರುತ್ತಾರೆ. ಆಕ್ಷೇಪಣೆ ಇದ್ದಲ್ಲಿ ನ್ಯಾಯಾಲಯಕ್ಕೆ ಹಾಜರಾಗತಕ್ಕದ್ದು. <box>971 1368 1262 1414</box>
pwd-tender-notice <box>965 101 1268 741</box>
imprint-line-2: and Published at 'Madhura Nilaya', 4th Cross, Durgigudi, Park Extension, Shivamogga 577202. Ph: (08182) 401752, 8861209076. Editor : P.S. Prakash, Group Editor : Vinayak S. Bhat. <box>90 2028 1186 2042</box>
advocate-sign: ಅರ್ಜಿದಾರರ ಪರ ವಕೀಲರು: ಅಂಬೆಟ್ಟಿ ಕೆ., ಬಿ.ಎ.ಎಲ್.ಎಲ್.ಬಿ. ವಕೀಲರು, ತೀರ್ಥಹಳ್ಳಿ <box>647 226 766 248</box>
notice-ref: ಸಂ.ಗ್ರಾಪಂ/ಆನಬೇರು/ಟೆಂಡರ್/ಏಪ್ರಿಲ್/01/2024-25 <box>971 821 1119 830</box>
row-fee: ಇ–ಪೋರ್ಟಲ್‌ನಂತೆ <box>481 484 561 515</box>
case-number: ಪಿ & ಎಸ್.ಸಿ. ನಂ/01/2025 <box>105 1644 208 1654</box>
lost-footer: ವಿಳಾಸ: ಎ.ಕಿರಣ್ ಬಿನ್ ಸಿಂಜಪ್ಪ, 65 ವರ್ಷ, ಚಿಟ್ಟೂರು ಗ್ರಾಮ, ಶಿಕಾರಿಪುರ ತಾ., ದಾವಣಗೆರೆ ಜಿಲ್ಲೆ. <box>164 902 298 922</box>
blood-line-2: ಮಹಾದಾನ <box>54 1219 104 1235</box>
notice-title: ಮಾನ್ಯ 1ನೇ ಜೆ.ಎಂ.ಎಫ್.ಸಿ. ನ್ಯಾಯಾಲಯ, ಶಿವಮೊಗ್ಗ <box>56 1304 257 1317</box>
notice-title: ಟೆಂಡರ ಪ್ರಕಟಣೆ <box>265 212 369 232</box>
office-phone: ☎ 08378 241 623. <box>14 147 91 156</box>
paper-logo-icon <box>895 8 939 52</box>
case-number: ಕ್ರಿಮಿನಲ್ ಮಿಸ್.ನಂ: 229/2025 <box>744 1172 858 1182</box>
advocate-sign: ಅರ್ಜಿದಾರರ ಪರ ವಕೀಲರು, ನರಸಿಂಹರಾಜಪುರ <box>647 1676 774 1686</box>
blood-line-1: ರಕ್ತದಾನ <box>60 1201 98 1217</box>
notice-sign: ಸಹಿ/– ಕಾರ್ಯಪಾಲಕ ಅಭಿಯಂತರರು, ಲೋಕೋಪಯೋಗಿ ಇಲಾಖೆ, ವಿಶೇಷ ವಿಭಾಗ, ಶಿವಮೊಗ್ಗ <box>1132 367 1262 398</box>
office-helpline: Help Line: 08378 241 724. <box>514 165 621 174</box>
header-rule <box>0 60 1276 62</box>
gram-panchayat-tender <box>965 758 1268 1303</box>
notice-title: ಮಾನ್ಯ 3ನೇ ಜೆ.ಎಂ.ಎಫ್.ಸಿ. ನ್ಯಾಯಾಲಯ, ಶಿವಮೊಗ್ಗ <box>1016 1336 1217 1349</box>
court-notice-channagiri-3 <box>641 1136 961 1536</box>
last-time: 4.30PM <box>561 515 621 534</box>
notice-body: ಅರ್ಜಿದಾರರು: ಶ್ರೀ ಕೆ.ಬಿ. ನಾಗರಾಜ ಬಿನ್ ಬಸಪ್ಪ, ವಯಸ್ಸು ಸುಮಾರು 60 ವರ್ಷ, ವಾಸ: ಶಿವಮೊಗ್ಗ. ಎದುರುದಾರರು: 1) ಕೆ.ಬಿ. ರಮೇಶ, 2) ಕೆ.ಬಿ. ಸುರೇಶ. ಈ ಮೇಲ್ಕಂಡ ಪ್ರಕರಣದಲ್ಲಿ ಎದುರುದಾರರಿಗೆ ಸಮನ್ಸ್ ಜಾರಿಯಾಗದ ಕಾರಣ ಪತ್ರಿಕಾ ಪ್ರಕಟಣೆ ಮೂಲಕ ತಿಳಿಸಲಾಗುತ್ತಿದೆ. ದಿನಾಂಕ:15–04–2025 ರಂದು ಬೆಳಿಗ್ಗೆ 11 ಗಂಟೆಗೆ ನ್ಯಾಯಾಲಯಕ್ಕೆ ಹಾಜರಾಗತಕ್ಕದ್ದು, ತಪ್ಪಿದಲ್ಲಿ ಏಕಪಕ್ಷೀಯವಾಗಿ ತೀರ್ಮಾನಿಸಲಾಗುವುದು. <box>10 778 148 856</box>
row-indent: DMA/2024-25/ SE3172/CALL-3 <box>51 391 151 422</box>
row-amount: 25.90 <box>401 422 481 453</box>
notice-sign: ಸಹಿ/– ಶಿರಸ್ತೇದಾರರು, ಮಾನ್ಯ 1ನೇ ಜೆ.ಎಂ.ಎಫ್.ಸಿ ನ್ಯಾಯಾಲಯ, ಶಿವಮೊಗ್ಗ <box>104 1413 302 1422</box>
court-sign: ಮತ್ತು ಜೆ.ಎಂ.ಎಫ್.ಸಿ. ನ್ಯಾಯಾಲಯ, ನರಸಿಂಹರಾಜಪುರ-577134 <box>851 1676 955 1698</box>
notice-date: ದಿನಾಂಕ: 21–03–2025 <box>647 770 721 779</box>
notice-body: ಸನ್2025–26ನೇ ಸಾಲಿನ ಅವಧಿಗೆ ಸವಣೂರ ಪುರಸಭೆಗೆ ಸೇರಿರುವ ನೀರು ಸರಬರಾಜು, ವಾಹನ ಚಾಲಕರು, ಲೋಡರ್ಸ್ ಹಾಗೂ ಸವಣೂರ ಪುರಸಭೆಗೆ ಸೇರಿದ ವಿದ್ಯುತ್ ದೀಪಗಳ ನಿರ್ವಹಣೆಗಾಗಿ ಕೆಲಸಗಾರರನ್ನು ಪೂರೈಸುವ ಕುರಿತು ಕರ್ನಾಟಕ ಸಾರ್ವಜನಿಕ ಸಂಗ್ರಹಣೆಗಳಲ್ಲಿ ಪಾರದರ್ಶಕತೆ ಅಧಿನಿಯಮ 1999–2000, ನಿಯಮಗಳು 2000ರಂತೆ ಹಾಗೂ ಇ–ಪೋರ್ಟಲ್‌ನಲ್ಲಿ ಕಲ್ಪಿಸಿದ ವಿಕ–8 ನ್ಯಾಯದ ಬಿಡ್‌ದಾರರಿಂದ ನಿಯಂತ್ರಣಕ್ಕೊಳಪಟ್ಟಂತೆ ಮತ್ತು ಈ ಕೆಳಕಂಡ ಕೋಷ್ಟಕದಲ್ಲಿ ತೋರಿಸಿದ ಸಕಾಲದ ಸಂಖ್ಯೆ ಆಧಾರದ ಮೇಲೆ ಇ–ಪ್ರೊಕ್ಯೂರ್‌ಮೆಂಟ್ ಪೋರ್ಟಲ್ ಮೂಲಕ ಅರ್ಜಿಗಳನ್ನು ಆಹ್ವಾನಿಸಲಾಗಿದೆ. ಇ–ಪ್ರೊಕ್ಯೂರ್‌ಮೆಂಟ್ ಪೋರ್ಟಲ್‌ನ ವೆಬ್‌ಸೈಟ್ http://kppp.karnataka.gov.in ರಿಂದ ಟೆಂಡರ್ ದಸ್ತಾವೇಜುಗಳನ್ನು ಡೌನ್‌ಲೋಡ್ ಮಾಡಿಕೊಳ್ಳಬಹುದು ಹಾಗೂ ಇ–ಪ್ರೊಕ್ಯೂರ್‌ಮೆಂಟ್ ಪೋರ್ಟಲ್ ಮೂಲಕವೇ ಸಲ್ಲಿಸತಕ್ಕದ್ದು. <box>14 236 621 282</box>
notice-title: ಮಾನ್ಯ ಸಿವಿಲ್ ಮತ್ತು ಜೆ.ಎಂ.ಎಫ್.ಸಿ. ನ್ಯಾಯಾಧೀಶರ ನ್ಯಾಯಾಲಯ, ನರಸಿಂಹರಾಜಪುರ <box>678 1549 924 1576</box>
signature-chief-officer: ಸಹಿ/– ಮುಖ್ಯಾಧಿಕಾರಿ ಪುರಸಭೆ ಸವಣೂರ <box>445 564 494 595</box>
